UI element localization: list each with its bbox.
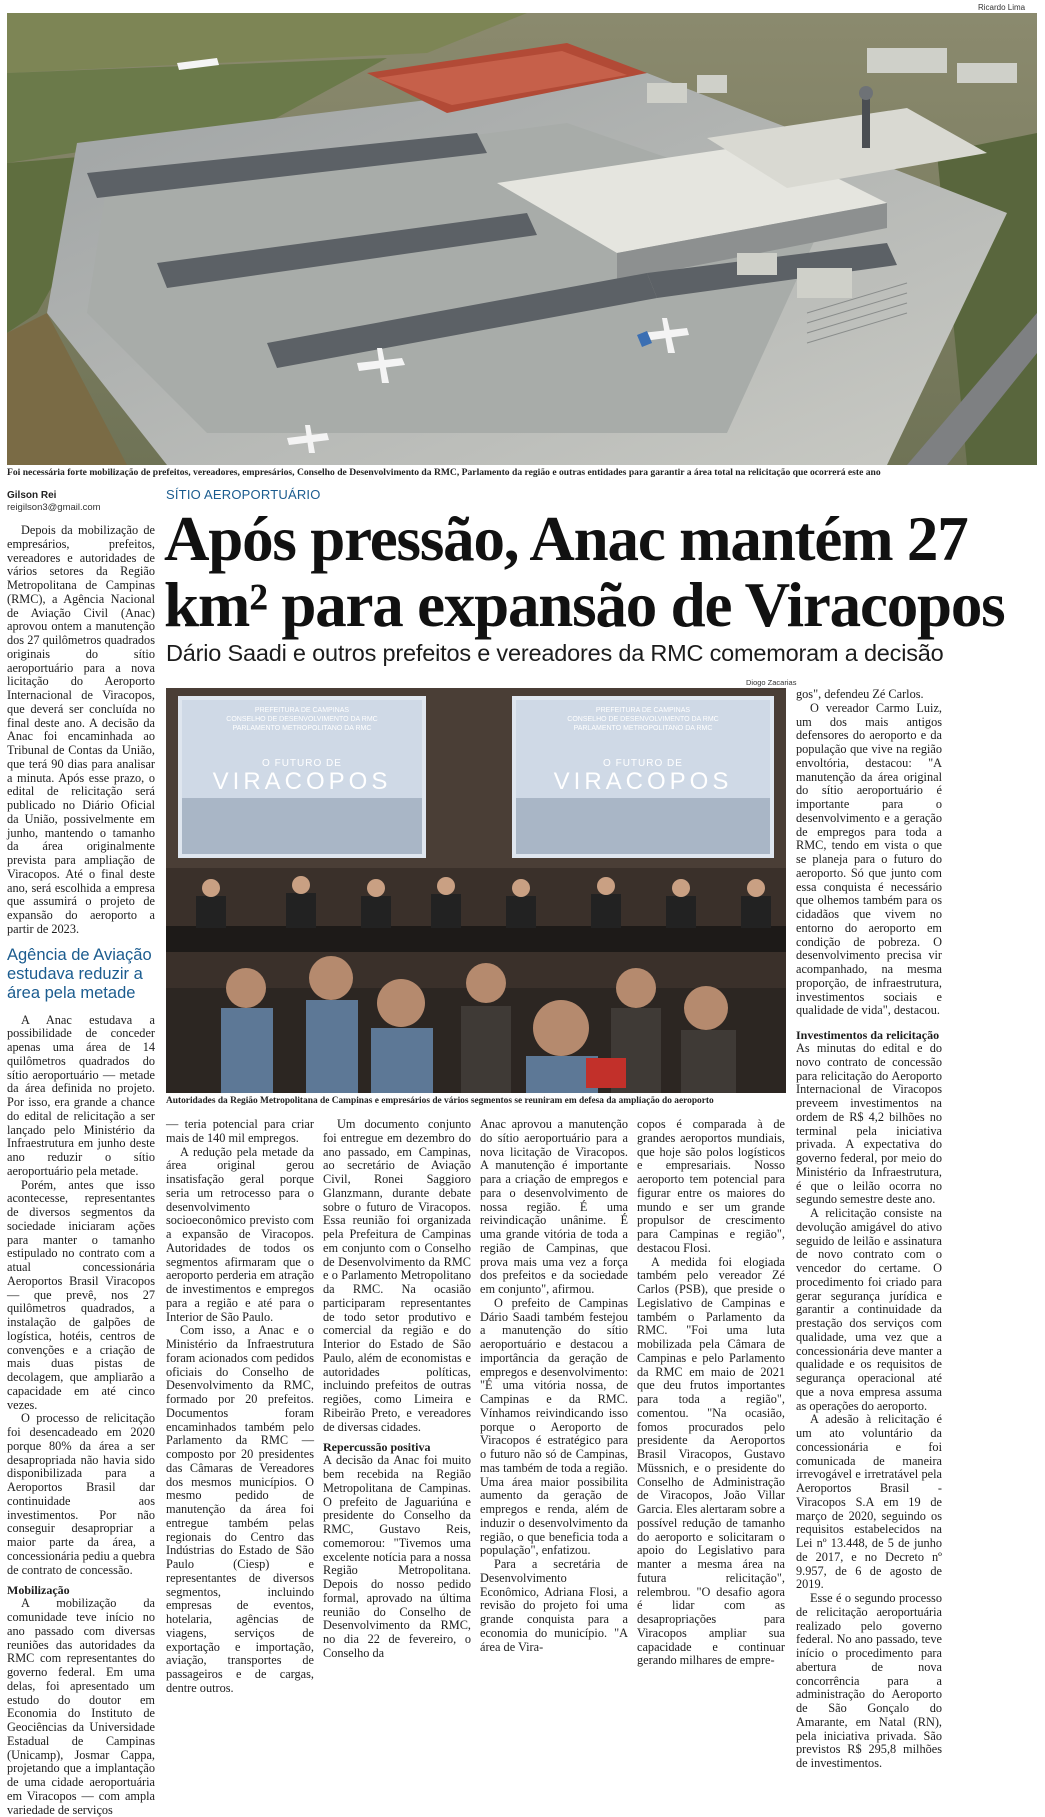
screen-right-text [516, 706, 770, 796]
col1-paragraph: A mobilização da comunidade teve início no ano passado com diversas reuniões das autoridades da RMC com representantes do governo federal. Em uma delas, foi apresentado um estudo do doutor em Economia do Instituto de Geociências da Universidade Estadual de Campinas (Unicamp), Josmar Cappa, projetando que a implantação de uma cidade aeroportuária em Viracopos — com ampla variedade de serviços [7, 1596, 155, 1817]
col6-paragraph: A relicitação consiste na devolução amigável do ativo seguido de leilão e assinatura de novo contrato com o vencedor do certame. O procedimento foi criado para gerar segurança jurídica e garantir a continuidade da prestação dos serviços com qualidade, uma vez que a concessionária deve manter a qualidade e os requisitos de segurança operacional até que a nova empresa assuma as operações do aeroporto. [796, 1206, 942, 1413]
screen-left-big: VIRACOPOS [212, 768, 392, 795]
article-column-5 [637, 1118, 785, 1720]
screen-left-line-3: PARLAMENTO METROPOLITANO DA RMC [232, 725, 372, 732]
col3-heading-repercussao: Repercussão positiva [323, 1440, 431, 1455]
col5-paragraph: A medida foi elogiada também pelo vereador Zé Carlos (PSB), que preside o Legislativo de Campinas e também o Parlamento da RMC. "Foi uma luta mobilizada pela Câmara de Campinas e pelo Parlamento da RMC em maio de 2021 que deu frutos importantes para toda a região", comentou. "Na ocasião, fomos procurados pelo presidente da Aeroportos Brasil Viracopos, Gustavo Müssnich, e o presidente do Conselho de Administração de Viracopos, João Villar Garcia. Eles alertaram sobre a possível redução de tamanho do aeroporto e solicitaram o apoio do Legislativo para manter a mesma área na futura relicitação", relembrou. "O desafio agora é lidar com as desapropriações para Viracopos ampliar sua capacidade e continuar gerando milhares de empre- [637, 1254, 785, 1668]
headline-line-2: km² para expansão de Viracopos [164, 570, 1005, 640]
col3-paragraph: Um documento conjunto foi entregue em dezembro do ano passado, em Campinas, ao secretário de Aviação Civil, Ronei Saggioro Glanzmann, durante debate sobre o futuro de Viracopos. Essa reunião foi organizada pela Prefeitura de Campinas em conjunto com o Conselho de Desenvolvimento da RMC e o Parlamento Metropolitano da RMC. Na ocasião participaram representantes de todo setor produtivo e comercial da região e do Interior do Estado de São Paulo, além de economistas e autoridades políticas, incluindo prefeitos de outras regiões, como Limeira e Ribeirão Preto, e vereadores de diversas cidades. [323, 1117, 471, 1434]
screen-right-line-1: PREFEITURA DE CAMPINAS [595, 707, 691, 714]
headline [164, 506, 1044, 638]
col6-paragraph: As minutas do edital e do novo contrato de concessão para relicitação do Aeroporto Internacional de Viracopos preveem investimentos na ordem de R$ 4,2 bilhões no terminal pela iniciativa privada. A expectativa do governo federal, por meio do Ministério da Infraestrutura, é que o leilão ocorra no segundo semestre deste ano. [796, 1041, 942, 1207]
screen-left-small: O FUTURO DE [262, 758, 342, 769]
author-email: reigilson3@gmail.com [7, 502, 101, 513]
col4-paragraph: O prefeito de Campinas Dário Saadi também festejou a manutenção do sítio aeroportuário e destacou a importância da geração de empregos e desenvolvimento: "É uma vitória nossa, de Campinas e da RMC. Vínhamos reivindicando isso porque o Aeroporto de Viracopos é estratégico para o futuro não só de Campinas, mas também de toda a região. Uma área maior possibilita aumento da geração de empregos e renda, além de induzir o desenvolvimento da região, o que beneficia toda a população", enfatizou. [480, 1295, 628, 1558]
meeting-photo [166, 688, 786, 1093]
col4-paragraph: Anac aprovou a manutenção do sítio aeroportuário para a nova licitação de Viracopos. A manutenção é importante para a criação de empregos e para o desenvolvimento de nossa região. É uma reivindicação unânime. É uma grande vitória de toda a região de Campinas, que prova mais uma vez a força dos prefeitos e da sociedade em conjunto", afirmou. [480, 1117, 628, 1296]
col2-paragraph: — teria potencial para criar mais de 140 mil empregos. [166, 1117, 314, 1145]
col6-paragraph: O vereador Carmo Luiz, um dos mais antigos defensores do aeroporto e da população que vive na região envoltória, destacou: "A manutenção da área original do sítio aeroportuário é importante para o desenvolvimento e a geração de empregos para toda a RMC, tendo em vista o que se planeja para o futuro do aeroporto. Só que junto com essa conquista é necessário que olhemos também para os cidadãos que vivem no entorno do aeroporto em condição de pobreza. O desenvolvimento precisa vir acompanhado, na mesma proporção, de infraestrutura, investimentos sociais e qualidade de vida", destacou. [796, 700, 942, 1018]
col1-paragraph: O processo de relicitação foi desencadeado em 2020 porque 80% da área a ser desapropriada não havia sido disponibilizada para a Aeroportos Brasil dar continuidade aos investimentos. Por não conseguir desapropriar a maior parte da área, a concessionária pediu a quebra de contrato de concessão. [7, 1411, 155, 1577]
article-column-1 [7, 523, 155, 1817]
col4-paragraph: Para a secretária de Desenvolvimento Econômico, Adriana Flosi, a revisão do projeto foi uma grande conquista para a economia do município. "A área de Vira- [480, 1557, 628, 1654]
col1-subtitle: Agência de Aviação estudava reduzir a área pela metade [7, 945, 152, 1002]
col6-paragraph: Esse é o segundo processo de relicitação aeroportuária realizado pelo governo federal. No ano passado, teve início o procedimento para abertura de nova concorrência para a administração do Aeroporto de São Gonçalo do Amarante, em Natal (RN), pela iniciativa privada. São previstos R$ 295,8 milhões de investimentos. [796, 1591, 942, 1770]
subhead: Dário Saadi e outros prefeitos e vereadores da RMC comemoram a decisão [166, 640, 944, 666]
col1-heading-mobilizacao: Mobilização [7, 1583, 70, 1598]
screen-right-big: VIRACOPOS [553, 768, 733, 795]
headline-line-1: Após pressão, Anac mantém 27 [164, 504, 968, 574]
screen-right-line-3: PARLAMENTO METROPOLITANO DA RMC [573, 725, 713, 732]
middle-photo-caption: Autoridades da Região Metropolitana de Campinas e empresários de vários segmentos se reuniram em defesa da ampliação do aeroporto [166, 1096, 714, 1106]
col5-paragraph: copos é comparada à de grandes aeroportos mundiais, que hoje são polos logísticos e empresariais. Nosso aeroporto tem potencial para figurar entre os maiores do mundo e ser um grande propulsor de crescimento para Campinas e região", destacou Flosi. [637, 1117, 785, 1255]
middle-photo-credit: Diogo Zacarias [746, 678, 797, 687]
article-column-2 [166, 1118, 314, 1720]
screen-left-line-2: CONSELHO DE DESENVOLVIMENTO DA RMC [226, 716, 378, 723]
airport-aerial-illustration [7, 13, 1037, 465]
col3-paragraph: A decisão da Anac foi muito bem recebida na Região Metropolitana de Campinas. O prefeito de Jaguariúna e presidente do Conselho da RMC, Gustavo Reis, comemorou: "Tivemos uma excelente notícia para a nossa Região Metropolitana. Depois do nosso pedido formal, aprovado na última reunião do Conselho de Desenvolvimento da RMC, no dia 22 de fevereiro, o Conselho da [323, 1453, 471, 1660]
col6-heading-investimentos: Investimentos da relicitação [796, 1028, 940, 1042]
col2-paragraph: A redução pela metade da área original gerou insatisfação geral porque seria um retrocesso para o desenvolvimento socioeconômico previsto com a expansão de Viracopos. Autoridades de todos os segmentos afirmaram que o aeroporto perderia em atração de investimentos e empregos para a região e até para o Interior de São Paulo. [166, 1144, 314, 1324]
col6-paragraph: A adesão à relicitação é um ato voluntário da concessionária e foi comunicada de maneira irrevogável e irretratável pela Aeroportos Brasil - Viracopos S.A em 19 de março de 2020, seguindo os requisitos estabelecidos na Lei nº 13.448, de 5 de junho de 2017, e no Decreto nº 9.957, de 6 de agosto de 2019. [796, 1412, 942, 1592]
top-photo-caption: Foi necessária forte mobilização de prefeitos, vereadores, empresários, Conselho de Desenvolvimento da RMC, Parlamento da região e outras entidades para garantir a área total na relicitação que ocorrerá este ano [7, 467, 881, 478]
article-column-4 [480, 1118, 628, 1720]
article-column-6 [796, 687, 942, 1770]
screen-left-text [182, 706, 422, 796]
section-tag: SÍTIO AEROPORTUÁRIO [166, 487, 321, 502]
col1-paragraph: Depois da mobilização de empresários, prefeitos, vereadores e autoridades de vários setores da Região Metropolitana de Campinas (RMC), a Agência Nacional de Aviação Civil (Anac) aprovou ontem a manutenção dos 27 quilômetros quadrados originais do sítio aeroportuário para a nova licitação do Aeroporto Internacional de Viracopos, que deverá ser concluída no final deste ano. A decisão da Anac foi encaminhada ao Tribunal de Contas da União, que terá 90 dias para analisar a minuta. Após esse prazo, o edital de relicitação será publicado no Diário Oficial da União, possivelmente em junho, mantendo o tamanho da área originalmente prevista para ampliação de Viracopos. Até o final deste ano, será escolhida a empresa que assumirá o projeto de expansão do aeroporto a partir de 2023. [7, 523, 155, 936]
col2-paragraph: Com isso, a Anac e o Ministério da Infraestrutura foram acionados com pedidos oficiais do Conselho de Desenvolvimento da RMC, formado por 20 prefeitos. Documentos foram encaminhados também pelo Parlamento da RMC — composto por 20 presidentes das Câmaras de Vereadores dos mesmos municípios. O mesmo pedido de manutenção da área foi entregue também pelas regionais do Centro das Indústrias do Estado de São Paulo (Ciesp) e representantes de diversos segmentos, incluindo empresas de eventos, hotelaria, agências de viagens, serviços de exportação e importação, aviação, transportes de passageiros e de cargas, dentre outros. [166, 1323, 314, 1695]
airport-aerial-photo [7, 13, 1037, 465]
author-name: Gilson Rei [7, 490, 57, 501]
screen-right-small: O FUTURO DE [603, 758, 683, 769]
top-photo-credit: Ricardo Lima [978, 3, 1026, 12]
col1-paragraph: Porém, antes que isso acontecesse, representantes de diversos segmentos da sociedade iniciaram ações para manter o tamanho estipulado no contrato com a atual concessionária Aeroportos Brasil Viracopos — que prevê, nos 27 quilômetros quadrados, a instalação de galpões de logística, hotéis, centros de convenções e a criação de mais duas pistas de decolagem, que ampliarão a capacidade em até cinco vezes. [7, 1177, 155, 1412]
article-column-3 [323, 1118, 471, 1720]
screen-right-line-2: CONSELHO DE DESENVOLVIMENTO DA RMC [567, 716, 719, 723]
col6-paragraph: gos", defendeu Zé Carlos. [796, 687, 924, 701]
col1-paragraph: A Anac estudava a possibilidade de conceder apenas uma área de 14 quilômetros quadrados do sítio aeroportuário — metade da área definida no projeto. Por isso, era grande a chance do edital de relicitação a ser lançado pelo Ministério da Infraestrutura em junho deste ano reduzir o sítio aeroportuário pela metade. [7, 1012, 155, 1178]
screen-left-line-1: PREFEITURA DE CAMPINAS [254, 707, 350, 714]
